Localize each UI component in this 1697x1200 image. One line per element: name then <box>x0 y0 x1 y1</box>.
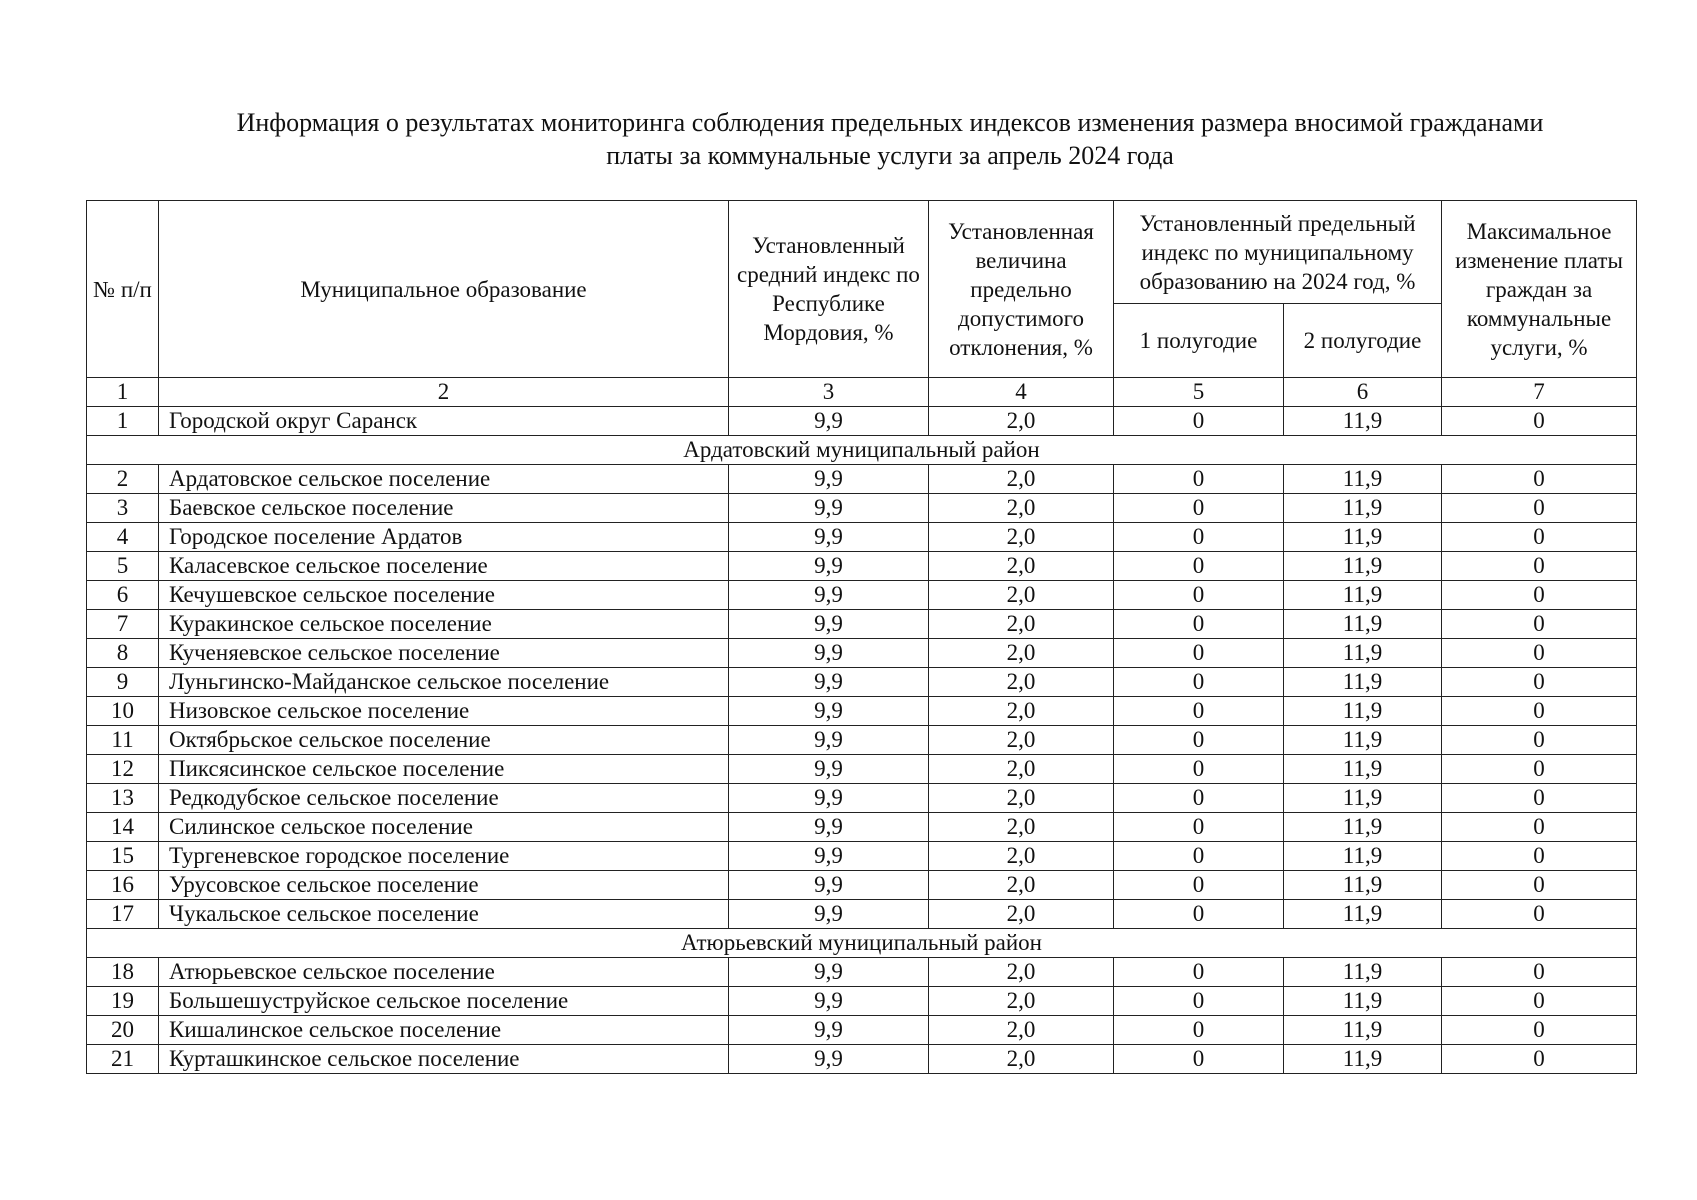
max-change-cell: 0 <box>1442 813 1637 842</box>
avg-index-cell: 9,9 <box>729 668 929 697</box>
half-2-cell: 11,9 <box>1284 465 1442 494</box>
max-change-cell: 0 <box>1442 668 1637 697</box>
half-1-cell: 0 <box>1114 668 1284 697</box>
deviation-cell: 2,0 <box>929 842 1114 871</box>
max-change-cell: 0 <box>1442 784 1637 813</box>
municipality-name-cell: Кишалинское сельское поселение <box>159 1016 729 1045</box>
section-label: Ардатовский муниципальный район <box>87 436 1637 465</box>
table-row <box>87 871 1637 900</box>
deviation-cell: 2,0 <box>929 1016 1114 1045</box>
table-row <box>87 581 1637 610</box>
avg-index-cell: 9,9 <box>729 958 929 987</box>
municipality-name-cell: Октябрьское сельское поселение <box>159 726 729 755</box>
table-row <box>87 465 1637 494</box>
avg-index-cell: 9,9 <box>729 900 929 929</box>
half-2-cell: 11,9 <box>1284 842 1442 871</box>
avg-index-cell: 9,9 <box>729 639 929 668</box>
deviation-cell: 2,0 <box>929 755 1114 784</box>
header-avg-index: Установленный средний индекс по Республике Мордовия, % <box>729 201 929 378</box>
table-row <box>87 842 1637 871</box>
table-row <box>87 1045 1637 1074</box>
row-number-cell: 8 <box>87 639 159 668</box>
max-change-cell: 0 <box>1442 987 1637 1016</box>
row-number-cell: 5 <box>87 552 159 581</box>
avg-index-cell: 9,9 <box>729 842 929 871</box>
max-change-cell: 0 <box>1442 726 1637 755</box>
document-title-line-2: платы за коммунальные услуги за апрель 2024 года <box>606 141 1174 170</box>
column-number: 5 <box>1114 378 1284 407</box>
half-1-cell: 0 <box>1114 900 1284 929</box>
municipality-name-cell: Большешуструйское сельское поселение <box>159 987 729 1016</box>
half-2-cell: 11,9 <box>1284 523 1442 552</box>
row-number-cell: 1 <box>87 407 159 436</box>
max-change-cell: 0 <box>1442 697 1637 726</box>
table-row <box>87 610 1637 639</box>
half-2-cell: 11,9 <box>1284 1016 1442 1045</box>
table-row <box>87 523 1637 552</box>
half-2-cell: 11,9 <box>1284 726 1442 755</box>
column-number: 1 <box>87 378 159 407</box>
deviation-cell: 2,0 <box>929 581 1114 610</box>
avg-index-cell: 9,9 <box>729 407 929 436</box>
row-number-cell: 13 <box>87 784 159 813</box>
deviation-cell: 2,0 <box>929 987 1114 1016</box>
deviation-cell: 2,0 <box>929 407 1114 436</box>
half-1-cell: 0 <box>1114 465 1284 494</box>
deviation-cell: 2,0 <box>929 726 1114 755</box>
table-row <box>87 668 1637 697</box>
column-number: 7 <box>1442 378 1637 407</box>
header-deviation: Установленная величина предельно допустимого отклонения, % <box>929 201 1114 378</box>
avg-index-cell: 9,9 <box>729 697 929 726</box>
avg-index-cell: 9,9 <box>729 813 929 842</box>
municipality-name-cell: Атюрьевское сельское поселение <box>159 958 729 987</box>
header-num: № п/п <box>87 201 159 378</box>
half-2-cell: 11,9 <box>1284 668 1442 697</box>
half-2-cell: 11,9 <box>1284 552 1442 581</box>
table-row <box>87 987 1637 1016</box>
row-number-cell: 12 <box>87 755 159 784</box>
half-2-cell: 11,9 <box>1284 610 1442 639</box>
deviation-cell: 2,0 <box>929 1045 1114 1074</box>
half-2-cell: 11,9 <box>1284 639 1442 668</box>
half-1-cell: 0 <box>1114 407 1284 436</box>
table-row <box>87 494 1637 523</box>
deviation-cell: 2,0 <box>929 552 1114 581</box>
row-number-cell: 7 <box>87 610 159 639</box>
municipality-name-cell: Каласевское сельское поселение <box>159 552 729 581</box>
section-label: Атюрьевский муниципальный район <box>87 929 1637 958</box>
max-change-cell: 0 <box>1442 1045 1637 1074</box>
table-row <box>87 726 1637 755</box>
header-half-1: 1 полугодие <box>1114 304 1284 378</box>
table-row <box>87 900 1637 929</box>
row-number-cell: 2 <box>87 465 159 494</box>
half-1-cell: 0 <box>1114 523 1284 552</box>
deviation-cell: 2,0 <box>929 900 1114 929</box>
deviation-cell: 2,0 <box>929 871 1114 900</box>
row-number-cell: 11 <box>87 726 159 755</box>
row-number-cell: 16 <box>87 871 159 900</box>
half-1-cell: 0 <box>1114 726 1284 755</box>
deviation-cell: 2,0 <box>929 639 1114 668</box>
municipality-name-cell: Низовское сельское поселение <box>159 697 729 726</box>
half-1-cell: 0 <box>1114 610 1284 639</box>
column-number-row <box>87 378 1637 407</box>
max-change-cell: 0 <box>1442 494 1637 523</box>
row-number-cell: 14 <box>87 813 159 842</box>
avg-index-cell: 9,9 <box>729 784 929 813</box>
max-change-cell: 0 <box>1442 871 1637 900</box>
max-change-cell: 0 <box>1442 958 1637 987</box>
avg-index-cell: 9,9 <box>729 987 929 1016</box>
half-1-cell: 0 <box>1114 871 1284 900</box>
header-max-change: Максимальное изменение платы граждан за коммунальные услуги, % <box>1442 201 1637 378</box>
municipality-name-cell: Городское поселение Ардатов <box>159 523 729 552</box>
municipality-name-cell: Тургеневское городское поселение <box>159 842 729 871</box>
avg-index-cell: 9,9 <box>729 494 929 523</box>
row-number-cell: 10 <box>87 697 159 726</box>
deviation-cell: 2,0 <box>929 668 1114 697</box>
row-number-cell: 4 <box>87 523 159 552</box>
column-number: 3 <box>729 378 929 407</box>
municipality-name-cell: Урусовское сельское поселение <box>159 871 729 900</box>
half-2-cell: 11,9 <box>1284 407 1442 436</box>
half-1-cell: 0 <box>1114 842 1284 871</box>
avg-index-cell: 9,9 <box>729 1045 929 1074</box>
half-2-cell: 11,9 <box>1284 958 1442 987</box>
table-row <box>87 639 1637 668</box>
section-row <box>87 436 1637 465</box>
header-municipality: Муниципальное образование <box>159 201 729 378</box>
max-change-cell: 0 <box>1442 581 1637 610</box>
avg-index-cell: 9,9 <box>729 581 929 610</box>
table-row <box>87 407 1637 436</box>
avg-index-cell: 9,9 <box>729 755 929 784</box>
max-change-cell: 0 <box>1442 900 1637 929</box>
municipality-name-cell: Курташкинское сельское поселение <box>159 1045 729 1074</box>
table-row <box>87 755 1637 784</box>
half-2-cell: 11,9 <box>1284 494 1442 523</box>
deviation-cell: 2,0 <box>929 523 1114 552</box>
municipality-name-cell: Ардатовское сельское поселение <box>159 465 729 494</box>
table-body <box>87 378 1637 1074</box>
deviation-cell: 2,0 <box>929 784 1114 813</box>
monitoring-table <box>86 200 1637 1074</box>
section-row <box>87 929 1637 958</box>
avg-index-cell: 9,9 <box>729 871 929 900</box>
half-1-cell: 0 <box>1114 755 1284 784</box>
avg-index-cell: 9,9 <box>729 552 929 581</box>
row-number-cell: 20 <box>87 1016 159 1045</box>
column-number: 2 <box>159 378 729 407</box>
half-1-cell: 0 <box>1114 813 1284 842</box>
column-number: 4 <box>929 378 1114 407</box>
half-2-cell: 11,9 <box>1284 813 1442 842</box>
half-1-cell: 0 <box>1114 581 1284 610</box>
table-row <box>87 1016 1637 1045</box>
half-1-cell: 0 <box>1114 1016 1284 1045</box>
row-number-cell: 21 <box>87 1045 159 1074</box>
half-1-cell: 0 <box>1114 552 1284 581</box>
half-1-cell: 0 <box>1114 639 1284 668</box>
municipality-name-cell: Силинское сельское поселение <box>159 813 729 842</box>
half-2-cell: 11,9 <box>1284 755 1442 784</box>
municipality-name-cell: Кечушевское сельское поселение <box>159 581 729 610</box>
half-2-cell: 11,9 <box>1284 784 1442 813</box>
max-change-cell: 0 <box>1442 407 1637 436</box>
municipality-name-cell: Городской округ Саранск <box>159 407 729 436</box>
municipality-name-cell: Пиксясинское сельское поселение <box>159 755 729 784</box>
half-2-cell: 11,9 <box>1284 987 1442 1016</box>
deviation-cell: 2,0 <box>929 494 1114 523</box>
header-limit-index: Установленный предельный индекс по муниципальному образованию на 2024 год, % <box>1114 201 1442 304</box>
half-2-cell: 11,9 <box>1284 697 1442 726</box>
municipality-name-cell: Луньгинско-Майданское сельское поселение <box>159 668 729 697</box>
half-1-cell: 0 <box>1114 784 1284 813</box>
half-1-cell: 0 <box>1114 958 1284 987</box>
header-half-2: 2 полугодие <box>1284 304 1442 378</box>
row-number-cell: 19 <box>87 987 159 1016</box>
half-1-cell: 0 <box>1114 987 1284 1016</box>
municipality-name-cell: Чукальское сельское поселение <box>159 900 729 929</box>
row-number-cell: 18 <box>87 958 159 987</box>
municipality-name-cell: Куракинское сельское поселение <box>159 610 729 639</box>
max-change-cell: 0 <box>1442 639 1637 668</box>
avg-index-cell: 9,9 <box>729 1016 929 1045</box>
municipality-name-cell: Баевское сельское поселение <box>159 494 729 523</box>
table-row <box>87 958 1637 987</box>
avg-index-cell: 9,9 <box>729 523 929 552</box>
deviation-cell: 2,0 <box>929 813 1114 842</box>
half-2-cell: 11,9 <box>1284 1045 1442 1074</box>
max-change-cell: 0 <box>1442 842 1637 871</box>
deviation-cell: 2,0 <box>929 610 1114 639</box>
column-number: 6 <box>1284 378 1442 407</box>
row-number-cell: 17 <box>87 900 159 929</box>
half-1-cell: 0 <box>1114 494 1284 523</box>
table-row <box>87 552 1637 581</box>
document-title-line-1: Информация о результатах мониторинга соблюдения предельных индексов изменения размера вносимой гражданами <box>236 108 1544 137</box>
row-number-cell: 6 <box>87 581 159 610</box>
municipality-name-cell: Кученяевское сельское поселение <box>159 639 729 668</box>
half-2-cell: 11,9 <box>1284 581 1442 610</box>
max-change-cell: 0 <box>1442 610 1637 639</box>
row-number-cell: 15 <box>87 842 159 871</box>
max-change-cell: 0 <box>1442 755 1637 784</box>
municipality-name-cell: Редкодубское сельское поселение <box>159 784 729 813</box>
row-number-cell: 3 <box>87 494 159 523</box>
table-row <box>87 697 1637 726</box>
half-2-cell: 11,9 <box>1284 900 1442 929</box>
max-change-cell: 0 <box>1442 1016 1637 1045</box>
avg-index-cell: 9,9 <box>729 465 929 494</box>
deviation-cell: 2,0 <box>929 958 1114 987</box>
avg-index-cell: 9,9 <box>729 726 929 755</box>
deviation-cell: 2,0 <box>929 697 1114 726</box>
max-change-cell: 0 <box>1442 465 1637 494</box>
avg-index-cell: 9,9 <box>729 610 929 639</box>
row-number-cell: 9 <box>87 668 159 697</box>
half-1-cell: 0 <box>1114 697 1284 726</box>
half-2-cell: 11,9 <box>1284 871 1442 900</box>
deviation-cell: 2,0 <box>929 465 1114 494</box>
table-row <box>87 784 1637 813</box>
half-1-cell: 0 <box>1114 1045 1284 1074</box>
max-change-cell: 0 <box>1442 552 1637 581</box>
table-row <box>87 813 1637 842</box>
max-change-cell: 0 <box>1442 523 1637 552</box>
